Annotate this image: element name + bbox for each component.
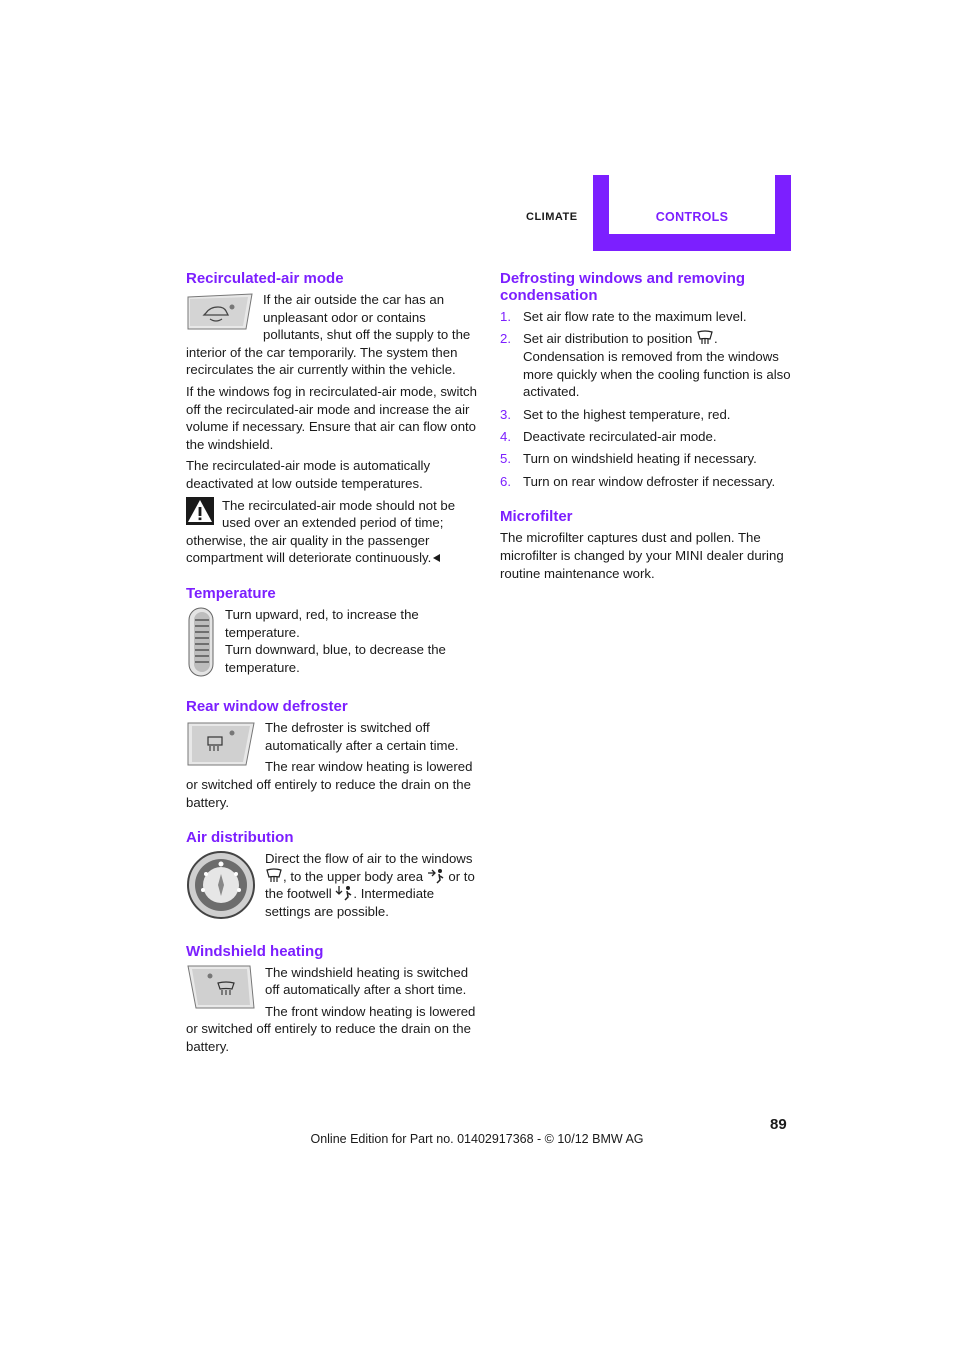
rear-window-defroster-section [186,698,478,811]
list-item: 6. Turn on rear window defroster if necessary. [500,473,776,489]
recirculated-air-heading: Recirculated-air mode [186,270,344,287]
recirculated-air-section [186,270,478,567]
temperature-wheel-icon [186,606,216,678]
recirculated-air-button-icon [186,291,254,333]
left-column [186,270,478,1074]
upper-body-vent-icon [427,868,445,884]
microfilter-section [500,508,792,582]
windshield-heating-heading: Windshield heating [186,942,324,960]
windshield-vent-icon [265,868,283,884]
rear-defroster-paragraph-2: The rear window heating is lowered or switched off entirely to reduce the drain on the battery. [186,759,473,810]
windshield-heating-section [186,943,478,1056]
temperature-paragraph-1: Turn upward, red, to increase the temperature. [225,606,419,640]
section-label: CLIMATE [526,211,578,223]
temperature-heading: Temperature [186,584,276,602]
microfilter-heading: Microfilter [500,508,573,526]
footwell-vent-icon [335,885,353,901]
right-column [500,270,792,600]
air-distribution-text-3: or to the footwell [265,868,475,902]
rear-window-defroster-heading: Rear window defroster [186,698,348,716]
recirculated-air-paragraph-2: If the windows fog in recirculated-air mode, switch off the recirculated-air mode and increase the air volume if necessary. Ensure that air can flow onto the windshield. [186,383,477,452]
edition-footer: Online Edition for Part no. 01402917368 - © 10/12 BMW AG [310,1132,644,1146]
recirculated-air-paragraph-1: If the air outside the car has an unpleasant odor or contains pollutants, shut off the supply to the interior of the car temporarily. The system then recirculates the air currently within the vehicle. [186,292,471,378]
temperature-section [186,585,478,680]
defrosting-heading: Defrosting windows and removing condensation [500,270,746,304]
chapter-tab [593,175,791,251]
recirculated-air-paragraph-3: The recirculated-air mode is automatically deactivated at low outside temperatures. [186,458,431,491]
recirculated-air-warning [186,497,478,567]
warning-icon [186,497,214,525]
air-distribution-knob-icon [186,850,256,920]
warning-text: The recirculated-air mode should not be used over an extended period of time; otherwise, the air quality in the passenger compartment will deteriorate continuously. [186,497,456,566]
list-item: 4. Deactivate recirculated-air mode. [500,428,717,444]
defrosting-steps-list [500,308,792,490]
air-distribution-heading: Air distribution [186,829,294,847]
rear-defroster-button-icon [186,719,256,767]
air-distribution-text-4: . Intermediate settings are possible. [265,886,435,920]
defrosting-section [500,270,792,490]
windshield-vent-icon [696,330,714,346]
list-item: 2. Set air distribution to position . Condensation is removed from the windows more quickly when the cooling function is also activated. [500,331,791,400]
microfilter-paragraph: The microfilter captures dust and pollen. The microfilter is changed by your MINI dealer during routine maintenance work. [500,530,784,581]
windshield-heating-button-icon [186,964,256,1010]
air-distribution-text-1: Direct the flow of air to the windows [265,851,473,867]
list-item: 3. Set to the highest temperature, red. [500,406,731,422]
chapter-label: CONTROLS [655,210,729,224]
list-item: 5. Turn on windshield heating if necessary. [500,451,757,467]
list-item: 1. Set air flow rate to the maximum level. [500,309,747,324]
air-distribution-text-2: , to the upper body area [283,868,424,884]
end-of-section-mark [433,554,440,562]
temperature-paragraph-2: Turn downward, blue, to decrease the temperature. [225,642,446,675]
windshield-heating-paragraph-1: The windshield heating is switched off automatically after a short time. [265,964,469,998]
rear-defroster-paragraph-1: The defroster is switched off automatically after a certain time. [265,720,459,753]
windshield-heating-paragraph-2: The front window heating is lowered or switched off entirely to reduce the drain on the battery. [186,1003,476,1054]
air-distribution-section [186,829,478,924]
page-number: 89 [770,1116,787,1133]
